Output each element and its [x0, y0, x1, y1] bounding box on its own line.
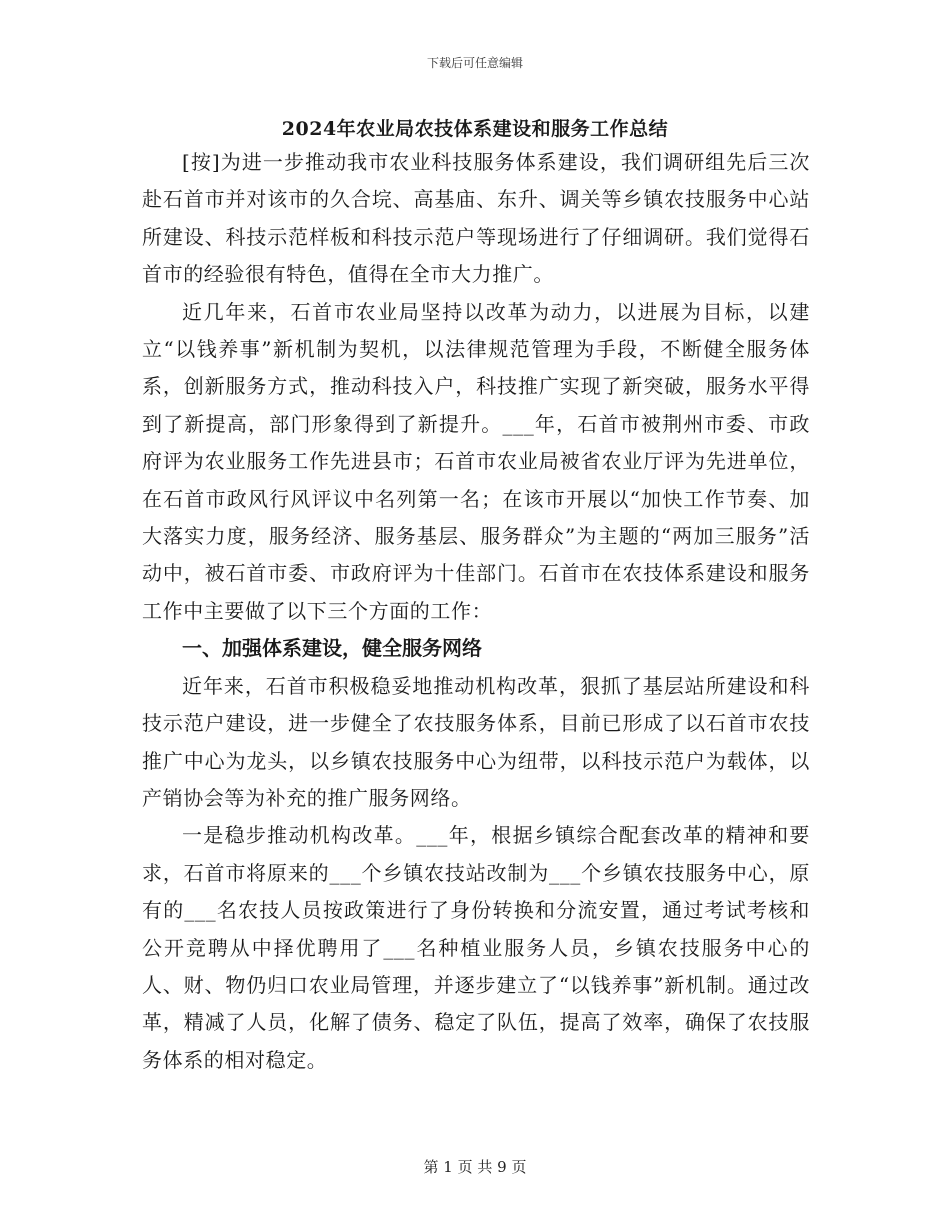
document-title: 2024年农业局农技体系建设和服务工作总结 — [281, 118, 669, 140]
document-body — [142, 144, 810, 1079]
intro-paragraph: [按]为进一步推动我市农业科技服务体系建设，我们调研组先后三次赴石首市并对该市的久合垸、高基庙、东升、调关等乡镇农技服务中心站所建设、科技示范样板和科技示范户等现场进行了仔细调研。我们觉得石首市的经验很有特色，值得在全市大力推广。 — [142, 150, 810, 287]
section-heading-1: 一、加强体系建设，健全服务网络 — [182, 636, 482, 661]
section-1-paragraph-1: 近年来，石首市积极稳妥地推动机构改革，狠抓了基层站所建设和科技示范户建设，进一步健全了农技服务体系，目前已形成了以石首市农技推广中心为龙头，以乡镇农技服务中心为纽带，以科技示范户为载体，以产销协会等为补充的推广服务网络。 — [142, 673, 810, 810]
header-note: 下载后可任意编辑 — [426, 56, 523, 70]
page-number: 第 1 页 共 9 页 — [423, 1158, 527, 1176]
overview-paragraph: 近几年来，石首市农业局坚持以改革为动力，以进展为目标，以建立“以钱养事”新机制为契机，以法律规范管理为手段，不断健全服务体系，创新服务方式，推动科技入户，科技推广实现了新突破，服务水平得到了新提高，部门形象得到了新提升。___年，石首市被荆州市委、市政府评为农业服务工作先进县市；石首市农业局被省农业厅评为先进单位，在石首市政风行风评议中名列第一名；在该市开展以“加快工作节奏、加大落实力度，服务经济、服务基层、服务群众”为主题的“两加三服务”活动中，被石首市委、市政府评为十佳部门。石首市在农技体系建设和服务工作中主要做了以下三个方面的工作： — [142, 299, 810, 623]
section-1-paragraph-2: 一是稳步推动机构改革。___年，根据乡镇综合配套改革的精神和要求，石首市将原来的___个乡镇农技站改制为___个乡镇农技服务中心，原有的___名农技人员按政策进行了身份转换和分流安置，通过考试考核和公开竞聘从中择优聘用了___名种植业服务人员，乡镇农技服务中心的人、财、物仍归口农业局管理，并逐步建立了“以钱养事”新机制。通过改革，精减了人员，化解了债务、稳定了队伍，提高了效率，确保了农技服务体系的相对稳定。 — [142, 823, 810, 1072]
